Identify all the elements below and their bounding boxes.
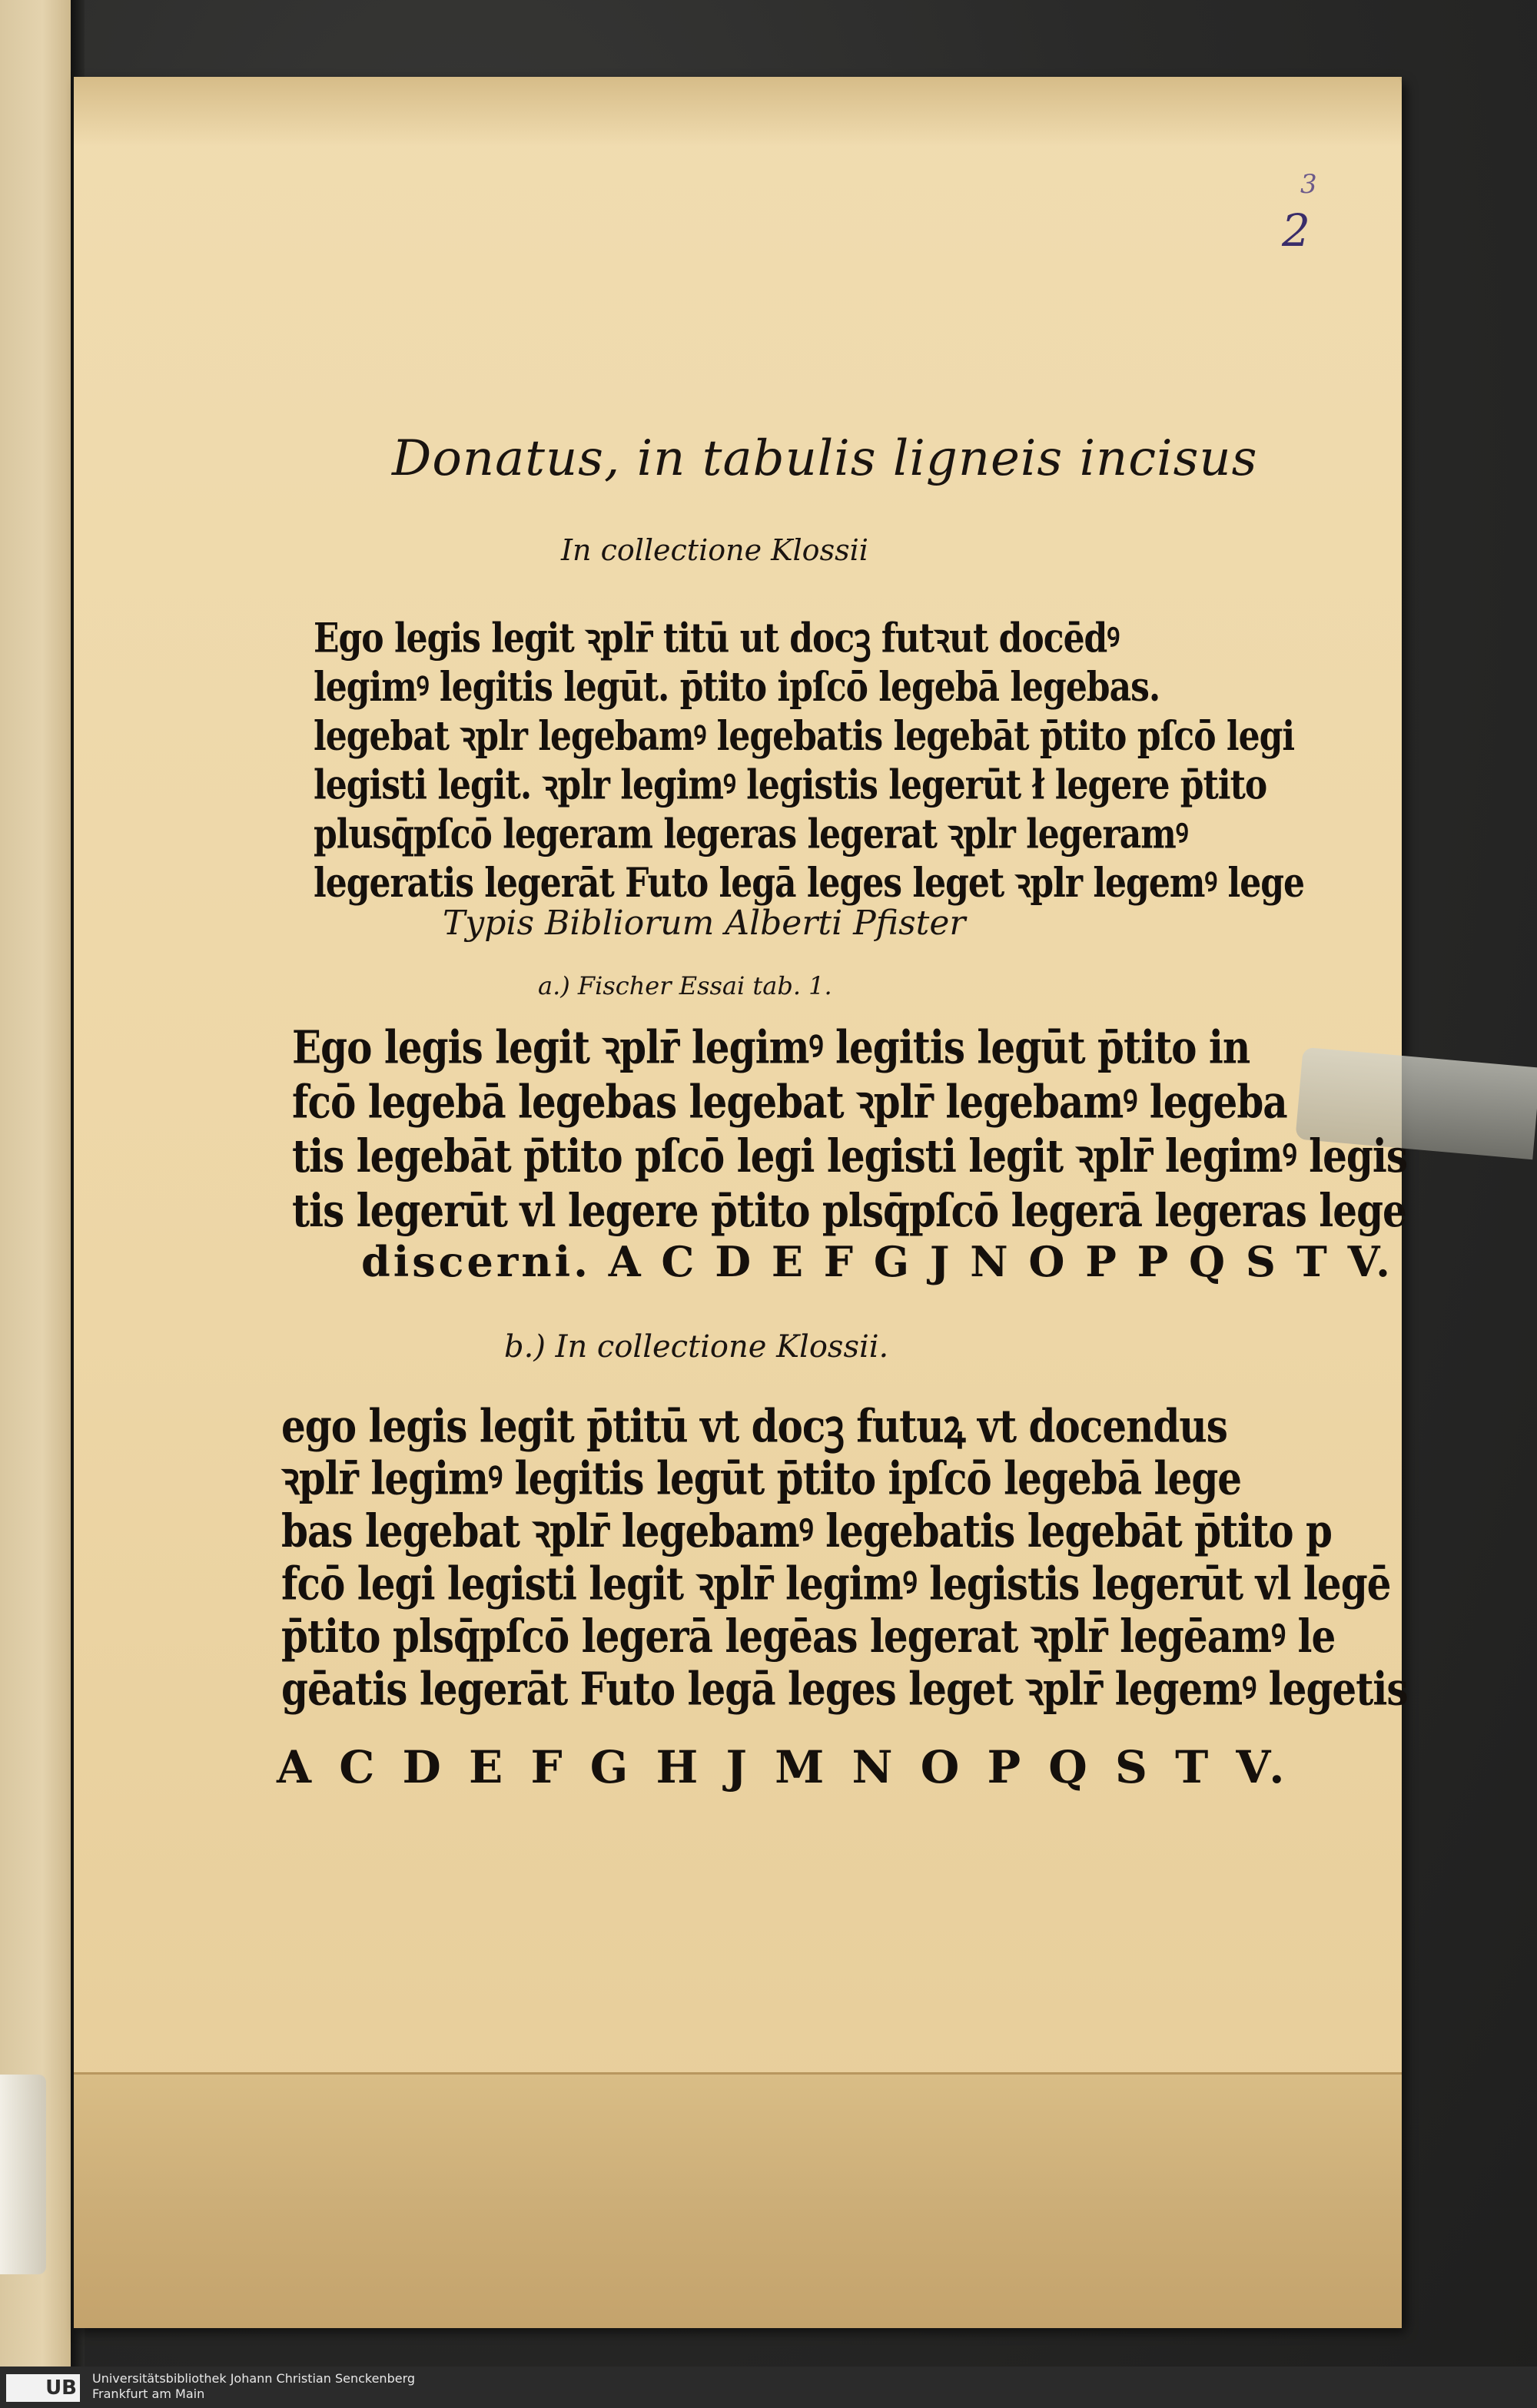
folio-number: 2 [1282,204,1310,257]
text-line: tis legebāt p̄tito pſcō legi legisti legit ꝛplr̄ legimꝰ legis [292,1129,1407,1183]
sheet-bottom-stain [74,2072,1402,2328]
folio-small: 3 [1300,169,1317,200]
text-line: legimꝰ legitis legūt. p̄tito ipſcō legebā legebas. [314,664,1160,711]
text-line: plusq̄pſcō legeram legeras legerat ꝛplr legeramꝰ [314,811,1188,858]
sheet-top-edge [74,77,1402,146]
page-clip [0,2075,46,2274]
alphabet-line-b: A C D E F G H J M N O P Q S T V. [277,1741,1291,1793]
text-line: ego legis legit p̄titū vt docꝫ futuꝝ vt docendus [281,1398,1227,1453]
footer-credit [92,2371,415,2402]
text-line: Ego legis legit ꝛplr̄ legimꝰ legitis legūt p̄tito in [292,1020,1250,1074]
footer-line-2: Frankfurt am Main [92,2386,205,2401]
text-line: gēatis legerāt Futo legā leges leget ꝛplr̄ legemꝰ legetis [281,1662,1408,1716]
text-line: fcō legi legisti legit ꝛplr̄ legimꝰ legistis legerūt vl legē [281,1557,1391,1610]
text-line: ꝛplr̄ legimꝰ legitis legūt p̄tito ipſcō legebā lege [281,1451,1242,1505]
subtitle-klossii-b: b.) In collectione Klossii. [504,1329,889,1365]
text-block-woodcut [314,615,1304,908]
ub-logo: UB [6,2374,80,2402]
subtitle-collection: In collectione Klossii [561,533,868,567]
text-line: Ego legis legit ꝛplr̄ titū ut docꝫ futꝛut docēdꝰ [314,615,1120,662]
text-line: legisti legit. ꝛplr legimꝰ legistis legerūt ł legere p̄tito [314,762,1267,809]
text-line: legebat ꝛplr legebamꝰ legebatis legebāt p̄tito pſcō legi [314,713,1295,760]
footer-line-1: Universitätsbibliothek Johann Christian Senckenberg [92,2371,416,2386]
subtitle-fischer: a.) Fischer Essai tab. 1. [538,971,832,1000]
page-title: Donatus, in tabulis ligneis incisus [392,430,1258,487]
alphabet-line-a: discerni. A C D E F G J N O P P Q S T V. [361,1237,1393,1286]
text-line: legeratis legerāt Futo legā leges leget ꝛplr legemꝰ lege [314,860,1304,907]
text-line: bas legebat ꝛplr̄ legebamꝰ legebatis legebāt p̄tito p [281,1504,1332,1558]
subtitle-pfister: Typis Bibliorum Alberti Pfister [443,904,966,943]
adjacent-page-edge [0,0,72,2367]
text-block-pfister-b [281,1400,1407,1716]
text-line: p̄tito plsq̄pſcō legerā legēas legerat ꝛplr̄ legēamꝰ le [281,1609,1336,1663]
text-line: tis legerūt vl legere p̄tito plsq̄pſcō legerā legeras lege [292,1183,1406,1238]
text-line: fcō legebā legebas legebat ꝛplr̄ legebamꝰ legeba [292,1074,1287,1129]
text-block-pfister-a [292,1020,1407,1238]
